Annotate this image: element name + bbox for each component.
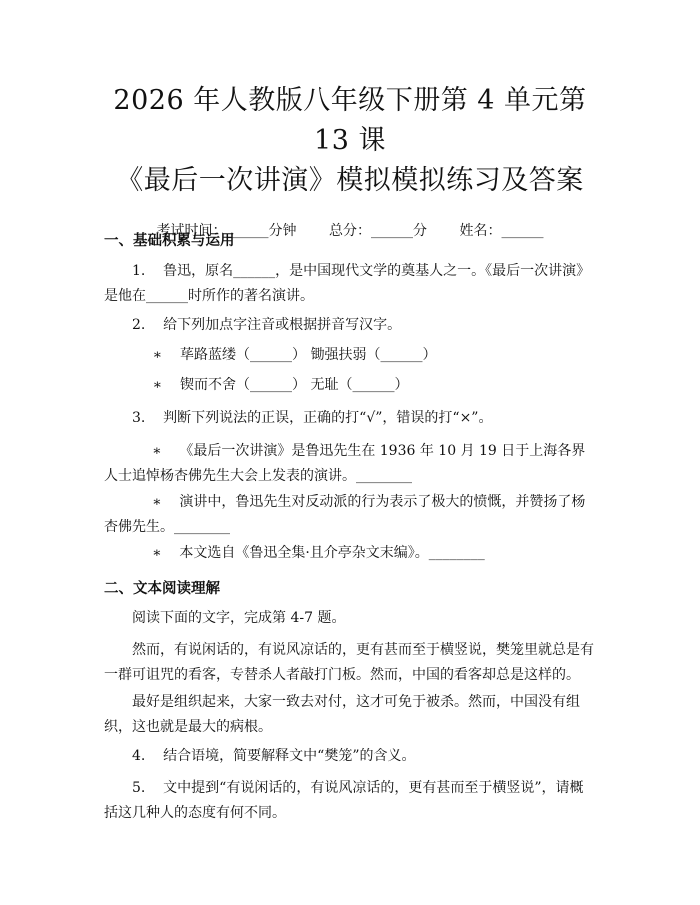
question-5-text: 文中提到“有说闲话的，有说风凉话的，更有甚而至于横竖说”，请概括这几种人的态度有何不同。 [104, 780, 584, 821]
question-3 [104, 406, 597, 431]
reading-intro: 阅读下面的文字，完成第 4-7 题。 [132, 610, 346, 626]
exam-time: 考试时间：______分钟 [156, 223, 297, 239]
question-3-item-2-text: 演讲中，鲁迅先生对反动派的行为表示了极大的愤慨，并赞扬了杨杏佛先生。________ [104, 494, 586, 535]
question-3-item-1 [104, 439, 597, 489]
bullet-icon: ∗ [152, 494, 162, 510]
question-4-number: 4. [132, 748, 146, 764]
question-3-item-3 [104, 541, 597, 566]
exam-name: 姓名：______ [459, 223, 544, 239]
question-1 [104, 259, 597, 309]
question-3-number: 3. [132, 410, 146, 426]
question-2-text: 给下列加点字注音或根据拼音写汉字。 [163, 317, 402, 333]
question-2-item-1-text: 荜路蓝缕（______） 锄强扶弱（______） [180, 347, 437, 363]
bullet-icon: ∗ [152, 347, 162, 363]
question-5 [104, 776, 597, 826]
question-4 [104, 744, 597, 769]
question-3-item-3-text: 本文选自《鲁迅全集·且介亭杂文末编》。________ [179, 545, 485, 561]
question-1-text: 鲁迅，原名______，是中国现代文学的奠基人之一。《最后一次讲演》是他在______时所作的著名演讲。 [104, 263, 591, 304]
question-1-number: 1. [132, 263, 146, 279]
exam-score: 总分：______分 [329, 223, 427, 239]
question-5-number: 5. [132, 780, 146, 796]
title-line-1: 2026 年人教版八年级下册第 4 单元第 13 课 [113, 85, 587, 156]
question-3-item-2 [104, 490, 597, 540]
question-2-item-2 [104, 372, 597, 399]
bullet-icon: ∗ [152, 443, 162, 459]
bullet-icon: ∗ [152, 377, 162, 393]
question-2-item-2-text: 锲而不舍（______） 无耻（______） [180, 377, 409, 393]
question-2 [104, 313, 597, 338]
question-2-number: 2. [132, 317, 146, 333]
question-2-item-1 [104, 342, 597, 369]
reading-paragraph-2: 最好是组织起来，大家一致去对付，这才可免于被杀。然而，中国没有组织，这也就是最大的病根。 [104, 694, 580, 735]
title-line-2: 《最后一次讲演》模拟模拟练习及答案 [116, 165, 584, 196]
section-1-heading: 一、基础积累与运用 [104, 233, 235, 249]
bullet-icon: ∗ [152, 545, 162, 561]
question-4-text: 结合语境，简要解释文中“樊笼”的含义。 [163, 748, 416, 764]
document-title [104, 0, 596, 201]
reading-paragraph-1: 然而，有说闲话的，有说风凉话的，更有甚而至于横竖说，樊笼里就总是有一群可诅咒的看客，专替杀人者敲打门板。然而，中国的看客却总是这样的。 [104, 642, 594, 683]
section-2-heading: 二、文本阅读理解 [104, 581, 220, 597]
question-3-item-1-text: 《最后一次讲演》是鲁迅先生在 1936 年 10 月 19 日于上海各界人士追悼杨杏佛先生大会上发表的演讲。________ [104, 443, 586, 484]
question-3-text: 判断下列说法的正误，正确的打“√”，错误的打“×”。 [163, 410, 493, 426]
